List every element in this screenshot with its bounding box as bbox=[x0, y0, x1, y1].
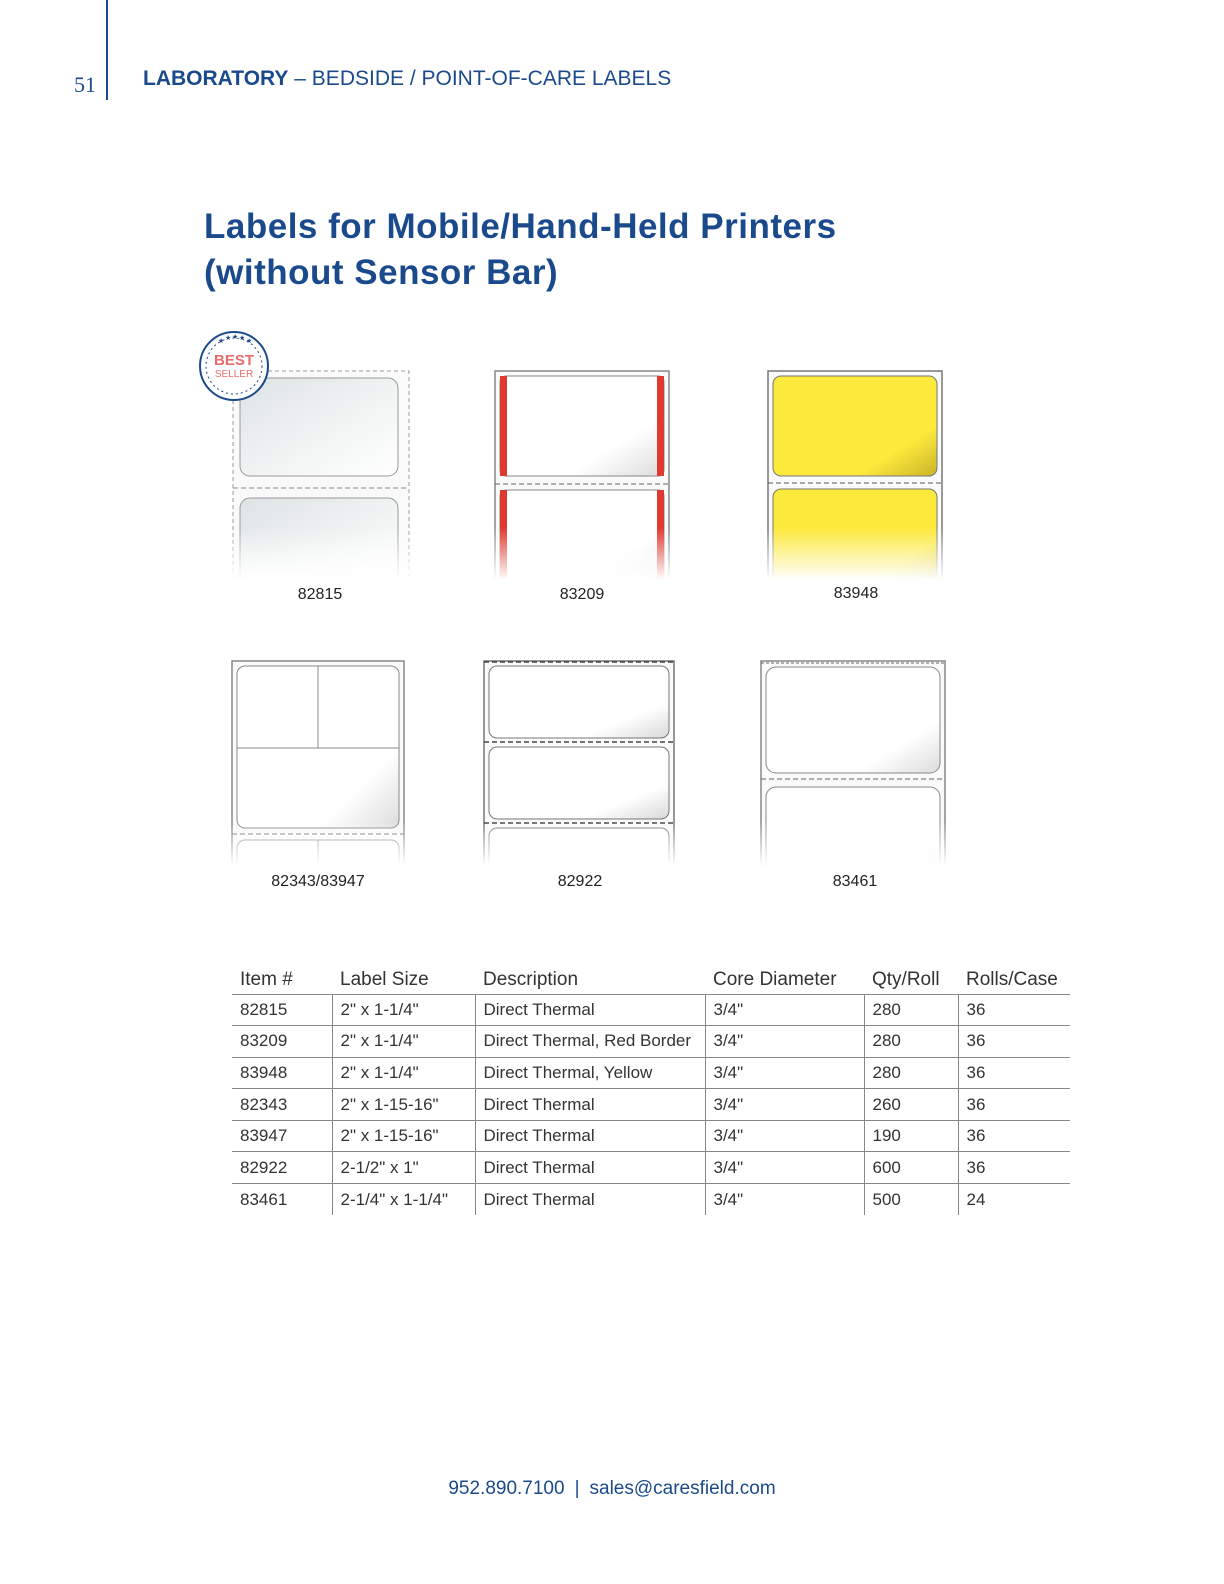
table-cell: 3/4" bbox=[705, 1057, 864, 1089]
table-cell: 2-1/4" x 1-1/4" bbox=[332, 1184, 475, 1216]
table-cell: 190 bbox=[864, 1120, 958, 1152]
product-image-83948 bbox=[767, 370, 943, 580]
section-header-bold: LABORATORY bbox=[143, 67, 289, 90]
table-cell: 280 bbox=[864, 1026, 958, 1058]
table-cell: Direct Thermal, Red Border bbox=[475, 1026, 705, 1058]
section-header bbox=[143, 67, 671, 91]
table-cell: 2" x 1-1/4" bbox=[332, 994, 475, 1026]
product-image-82922 bbox=[483, 660, 677, 866]
table-cell: 24 bbox=[958, 1184, 1070, 1216]
table-cell: 36 bbox=[958, 1026, 1070, 1058]
table-cell: 3/4" bbox=[705, 1184, 864, 1216]
product-image-83461 bbox=[760, 660, 948, 866]
column-header-rolls-case: Rolls/Case bbox=[958, 964, 1070, 994]
svg-text:★: ★ bbox=[232, 333, 239, 341]
table-cell: 83209 bbox=[232, 1026, 332, 1058]
table-cell: 36 bbox=[958, 1057, 1070, 1089]
product-label: 82922 bbox=[557, 873, 603, 890]
table-cell: 600 bbox=[864, 1152, 958, 1184]
table-cell: 280 bbox=[864, 994, 958, 1026]
table-cell: 83947 bbox=[232, 1120, 332, 1152]
table-row bbox=[232, 1120, 1070, 1152]
table-row bbox=[232, 1152, 1070, 1184]
svg-text:★: ★ bbox=[246, 337, 253, 345]
table-cell: 82815 bbox=[232, 994, 332, 1026]
svg-text:★: ★ bbox=[218, 337, 225, 345]
product-label: 82343/83947 bbox=[271, 873, 365, 890]
table-cell: 36 bbox=[958, 1089, 1070, 1121]
spec-table-body bbox=[232, 994, 1070, 1215]
svg-text:★: ★ bbox=[225, 334, 232, 342]
footer-contact bbox=[0, 1478, 1224, 1500]
table-cell: 2" x 1-15-16" bbox=[332, 1089, 475, 1121]
table-cell: 2-1/2" x 1" bbox=[332, 1152, 475, 1184]
footer-phone: 952.890.7100 bbox=[448, 1478, 565, 1499]
product-image-82343-83947 bbox=[231, 660, 407, 866]
table-row bbox=[232, 1184, 1070, 1216]
section-header-rest: – BEDSIDE / POINT-OF-CARE LABELS bbox=[288, 67, 672, 90]
best-seller-badge bbox=[198, 330, 270, 402]
table-cell: 500 bbox=[864, 1184, 958, 1216]
footer-email: sales@caresfield.com bbox=[589, 1478, 776, 1499]
table-cell: 83948 bbox=[232, 1057, 332, 1089]
table-cell: 260 bbox=[864, 1089, 958, 1121]
table-cell: 36 bbox=[958, 1152, 1070, 1184]
table-cell: Direct Thermal bbox=[475, 994, 705, 1026]
table-cell: 83461 bbox=[240, 1189, 288, 1209]
column-header-description: Description bbox=[475, 964, 705, 994]
spec-table bbox=[232, 964, 1070, 1215]
badge-text-best: BEST bbox=[213, 352, 255, 369]
page-title-line1: Labels for Mobile/Hand-Held Printers bbox=[204, 207, 837, 246]
badge-text-seller: SELLER bbox=[214, 369, 254, 380]
table-cell: 82922 bbox=[232, 1152, 332, 1184]
table-cell: Direct Thermal bbox=[475, 1120, 705, 1152]
product-label: 83948 bbox=[833, 585, 879, 602]
table-cell: 3/4" bbox=[705, 1152, 864, 1184]
table-cell: 36 bbox=[958, 1120, 1070, 1152]
header-rule bbox=[106, 0, 108, 100]
product-label: 83209 bbox=[559, 586, 605, 603]
table-cell: 3/4" bbox=[705, 1026, 864, 1058]
table-cell: 2" x 1-1/4" bbox=[332, 1026, 475, 1058]
table-cell: 82343 bbox=[232, 1089, 332, 1121]
table-cell: Direct Thermal bbox=[475, 1089, 705, 1121]
table-cell: 280 bbox=[864, 1057, 958, 1089]
table-cell: 3/4" bbox=[705, 1120, 864, 1152]
table-cell: 2" x 1-15-16" bbox=[332, 1120, 475, 1152]
column-header-item: Item # bbox=[232, 964, 332, 994]
table-row bbox=[232, 1026, 1070, 1058]
table-header-row bbox=[232, 964, 1070, 994]
table-row bbox=[232, 1057, 1070, 1089]
product-label: 82815 bbox=[297, 586, 343, 603]
table-cell: Direct Thermal, Yellow bbox=[475, 1057, 705, 1089]
column-header-label-size: Label Size bbox=[332, 964, 475, 994]
page-number: 51 bbox=[74, 72, 96, 97]
table-cell: 3/4" bbox=[705, 1089, 864, 1121]
column-header-qty-roll: Qty/Roll bbox=[864, 964, 958, 994]
svg-text:★: ★ bbox=[239, 334, 246, 342]
table-cell: Direct Thermal bbox=[475, 1152, 705, 1184]
table-cell: Direct Thermal bbox=[475, 1184, 705, 1216]
table-row bbox=[232, 994, 1070, 1026]
footer-separator: | bbox=[574, 1478, 580, 1499]
product-label: 83461 bbox=[832, 873, 878, 890]
column-header-core-diameter: Core Diameter bbox=[705, 964, 864, 994]
page-title bbox=[204, 204, 964, 296]
table-cell: 3/4" bbox=[705, 994, 864, 1026]
page-title-line2: (without Sensor Bar) bbox=[204, 253, 559, 292]
table-row bbox=[232, 1089, 1070, 1121]
product-image-83209 bbox=[494, 370, 670, 580]
table-cell: 2" x 1-1/4" bbox=[332, 1057, 475, 1089]
table-cell: 36 bbox=[958, 994, 1070, 1026]
